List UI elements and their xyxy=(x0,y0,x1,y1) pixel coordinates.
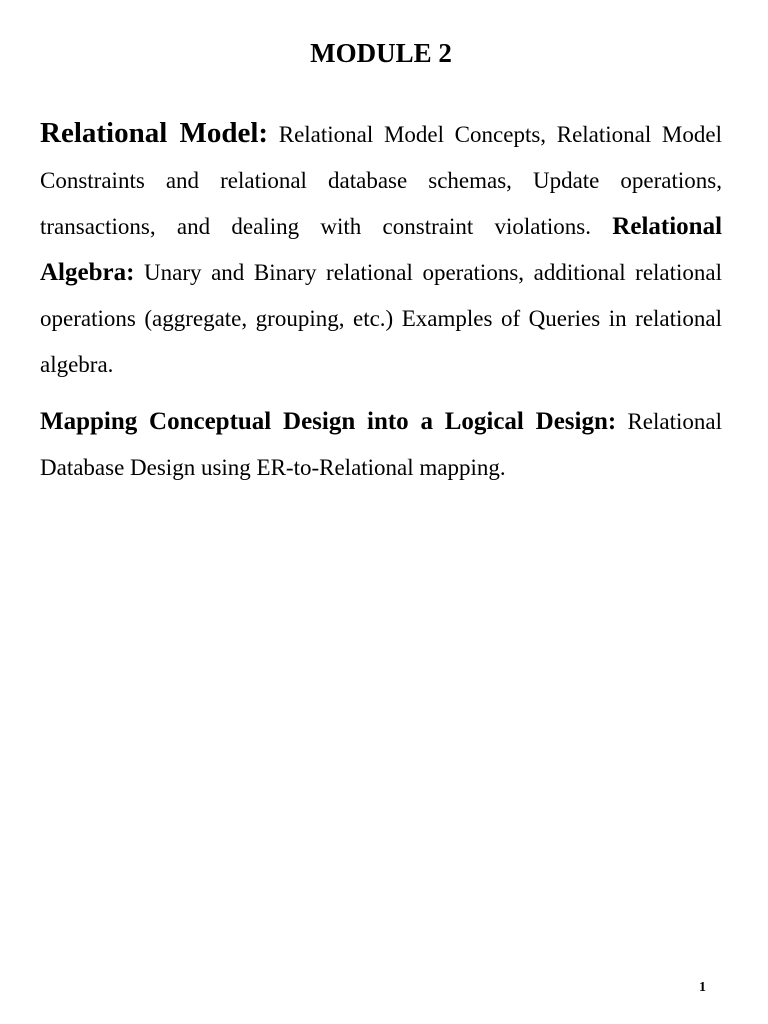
page-title: MODULE 2 xyxy=(310,38,452,68)
relational-algebra-heading: Relational Algebra: xyxy=(40,213,723,286)
relational-algebra-text: Unary and Binary relational operations, additional relational operations (aggregate, grouping, etc.) Examples of Queries in relational algebra. xyxy=(40,260,723,377)
relational-model-heading: Relational Model: xyxy=(40,117,269,149)
page-number: 1 xyxy=(699,980,706,995)
syllabus-paragraph-relational xyxy=(40,110,722,388)
mapping-heading: Mapping Conceptual Design into a Logical Design: xyxy=(40,408,617,435)
relational-model-text: Relational Model Concepts, Relational Model Constraints and relational database schemas, Update operations, transactions, and dealing with constraint violations. xyxy=(40,122,722,239)
mapping-text: Relational Database Design using ER-to-Relational mapping. xyxy=(40,409,722,480)
syllabus-paragraph-mapping xyxy=(40,399,722,491)
